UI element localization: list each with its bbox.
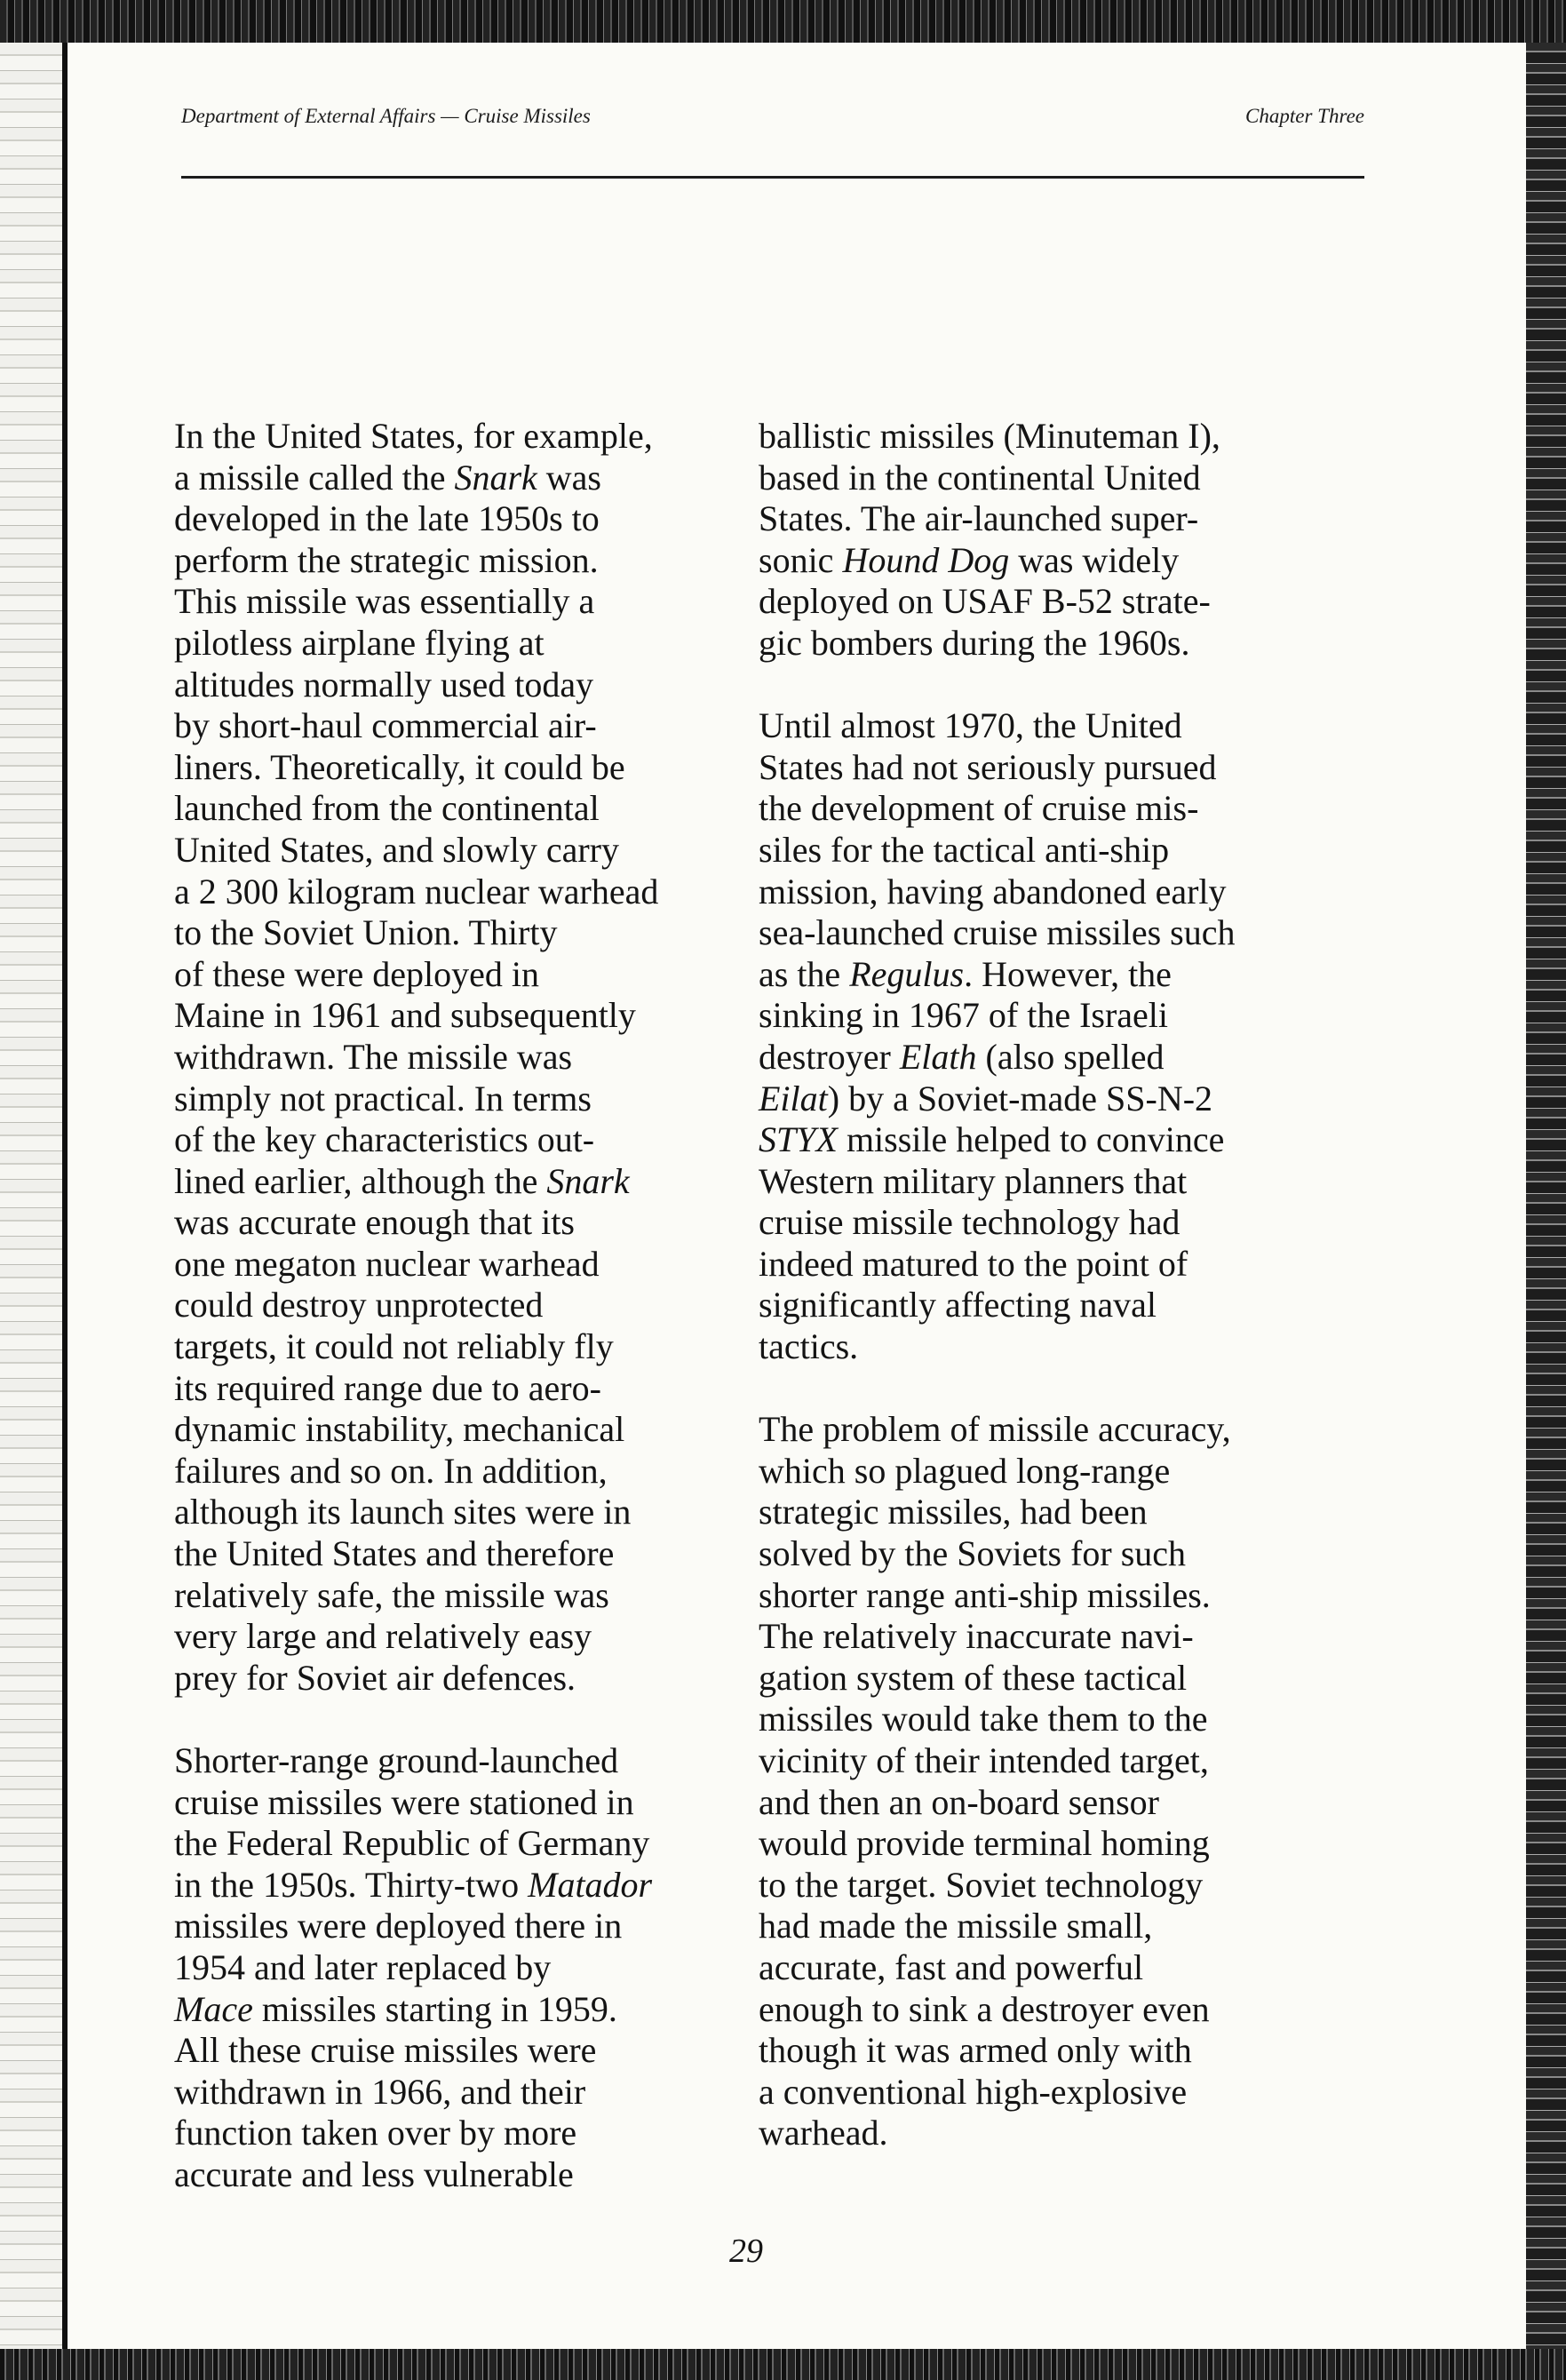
text-line: Until almost 1970, the United [759, 705, 1182, 746]
text-line: its required range due to aero- [174, 1367, 601, 1408]
running-header [181, 101, 1364, 135]
text-line: a 2 300 kilogram nuclear warhead [174, 871, 659, 911]
text-line: warhead. [759, 2113, 888, 2153]
text-line: Eilat) by a Soviet-made SS-N-2 [759, 1078, 1213, 1118]
text-line: could destroy unprotected [174, 1285, 544, 1325]
paragraph [174, 1740, 787, 2196]
italic-term: Matador [528, 1864, 653, 1905]
italic-term: STYX [759, 1119, 838, 1160]
left-column [174, 416, 787, 2237]
scan-border-bottom [0, 2349, 1566, 2380]
text-line: shorter range anti-ship missiles. [759, 1574, 1211, 1615]
header-rule [181, 176, 1364, 179]
text-line: withdrawn in 1966, and their [174, 2071, 586, 2112]
text-line: indeed matured to the point of [759, 1243, 1188, 1284]
text-line: to the Soviet Union. Thirty [174, 912, 558, 953]
text-line: liners. Theoretically, it could be [174, 746, 625, 787]
text-line: Mace missiles starting in 1959. [174, 1988, 617, 2029]
right-column [759, 416, 1416, 2196]
italic-term: Mace [174, 1988, 253, 2029]
text-line: lined earlier, although the Snark [174, 1160, 630, 1201]
paragraph [759, 1409, 1416, 2154]
header-chapter: Chapter Three [1245, 105, 1364, 127]
text-line: relatively safe, the missile was [174, 1574, 609, 1615]
text-line: This missile was essentially a [174, 581, 595, 622]
text-line: targets, it could not reliably fly [174, 1326, 614, 1367]
text-line: developed in the late 1950s to [174, 498, 600, 539]
text-line: destroyer Elath (also spelled [759, 1036, 1165, 1077]
text-line: tactics. [759, 1326, 859, 1367]
italic-term: Snark [546, 1160, 630, 1201]
text-line: Maine in 1961 and subsequently [174, 995, 636, 1036]
text-line: prey for Soviet air defences. [174, 1657, 576, 1698]
text-line: altitudes normally used today [174, 664, 594, 704]
italic-term: Hound Dog [842, 539, 1010, 580]
text-line: a conventional high-explosive [759, 2071, 1188, 2112]
text-line: accurate, fast and powerful [759, 1946, 1144, 1987]
paragraph [759, 416, 1416, 665]
text-line: function taken over by more [174, 2113, 577, 2153]
text-line: United States, and slowly carry [174, 829, 619, 870]
text-line: Shorter-range ground-launched [174, 1740, 619, 1780]
text-line: In the United States, for example, [174, 416, 653, 456]
text-line: siles for the tactical anti-ship [759, 829, 1170, 870]
text-line: enough to sink a destroyer even [759, 1988, 1210, 2029]
text-line: perform the strategic mission. [174, 539, 599, 580]
text-line: vicinity of their intended target, [759, 1740, 1209, 1780]
text-line: strategic missiles, had been [759, 1492, 1148, 1532]
italic-term: Elath [899, 1036, 977, 1077]
text-line: would provide terminal homing [759, 1823, 1210, 1864]
text-line: States. The air-launched super- [759, 498, 1199, 539]
text-line: sea-launched cruise missiles such [759, 912, 1236, 953]
text-line: as the Regulus. However, the [759, 953, 1172, 994]
paragraph [174, 416, 787, 1699]
text-line: dynamic instability, mechanical [174, 1409, 625, 1450]
scan-border-left [0, 43, 68, 2349]
text-line: The problem of missile accuracy, [759, 1409, 1231, 1450]
text-line: one megaton nuclear warhead [174, 1243, 600, 1284]
text-line: which so plagued long-range [759, 1450, 1171, 1491]
text-line: STYX missile helped to convince [759, 1119, 1225, 1160]
text-line: sinking in 1967 of the Israeli [759, 995, 1169, 1036]
text-line: the United States and therefore [174, 1533, 615, 1574]
italic-term: Eilat [759, 1078, 828, 1118]
text-line: pilotless airplane flying at [174, 622, 545, 663]
text-line: the Federal Republic of Germany [174, 1823, 650, 1864]
scan-border-right [1526, 43, 1566, 2349]
text-line: simply not practical. In terms [174, 1078, 592, 1118]
text-line: ballistic missiles (Minuteman I), [759, 416, 1220, 456]
text-line: missiles would take them to the [759, 1699, 1208, 1739]
text-line: gic bombers during the 1960s. [759, 622, 1190, 663]
scan-border-top [0, 0, 1566, 43]
text-line: All these cruise missiles were [174, 2030, 597, 2071]
text-line: failures and so on. In addition, [174, 1450, 608, 1491]
text-line: cruise missile technology had [759, 1202, 1180, 1243]
italic-term: Snark [454, 457, 537, 497]
page-number: 29 [729, 2233, 763, 2270]
paragraph [759, 705, 1416, 1368]
text-line: although its launch sites were in [174, 1492, 632, 1532]
text-line: significantly affecting naval [759, 1285, 1157, 1325]
text-line: States had not seriously pursued [759, 746, 1217, 787]
text-line: was accurate enough that its [174, 1202, 575, 1243]
text-line: deployed on USAF B-52 strate- [759, 581, 1211, 622]
text-line: The relatively inaccurate navi- [759, 1616, 1194, 1657]
text-line: based in the continental United [759, 457, 1201, 497]
text-line: though it was armed only with [759, 2030, 1192, 2071]
header-title: Department of External Affairs — Cruise Missiles [181, 105, 591, 127]
text-line: sonic Hound Dog was widely [759, 539, 1180, 580]
text-line: 1954 and later replaced by [174, 1946, 552, 1987]
text-line: had made the missile small, [759, 1906, 1153, 1946]
text-line: and then an on-board sensor [759, 1781, 1159, 1822]
italic-term: Regulus [849, 953, 965, 994]
text-line: withdrawn. The missile was [174, 1036, 573, 1077]
text-line: of the key characteristics out- [174, 1119, 595, 1160]
text-line: to the target. Soviet technology [759, 1864, 1204, 1905]
text-line: a missile called the Snark was [174, 457, 601, 497]
text-line: very large and relatively easy [174, 1616, 592, 1657]
text-line: gation system of these tactical [759, 1657, 1188, 1698]
text-line: solved by the Soviets for such [759, 1533, 1187, 1574]
text-line: by short-haul commercial air- [174, 705, 597, 746]
text-line: launched from the continental [174, 788, 600, 829]
text-line: accurate and less vulnerable [174, 2153, 574, 2194]
text-line: Western military planners that [759, 1160, 1188, 1201]
text-line: of these were deployed in [174, 953, 539, 994]
text-line: in the 1950s. Thirty-two Matador [174, 1864, 653, 1905]
text-line: the development of cruise mis- [759, 788, 1199, 829]
text-line: mission, having abandoned early [759, 871, 1227, 911]
text-line: missiles were deployed there in [174, 1906, 623, 1946]
text-line: cruise missiles were stationed in [174, 1781, 634, 1822]
